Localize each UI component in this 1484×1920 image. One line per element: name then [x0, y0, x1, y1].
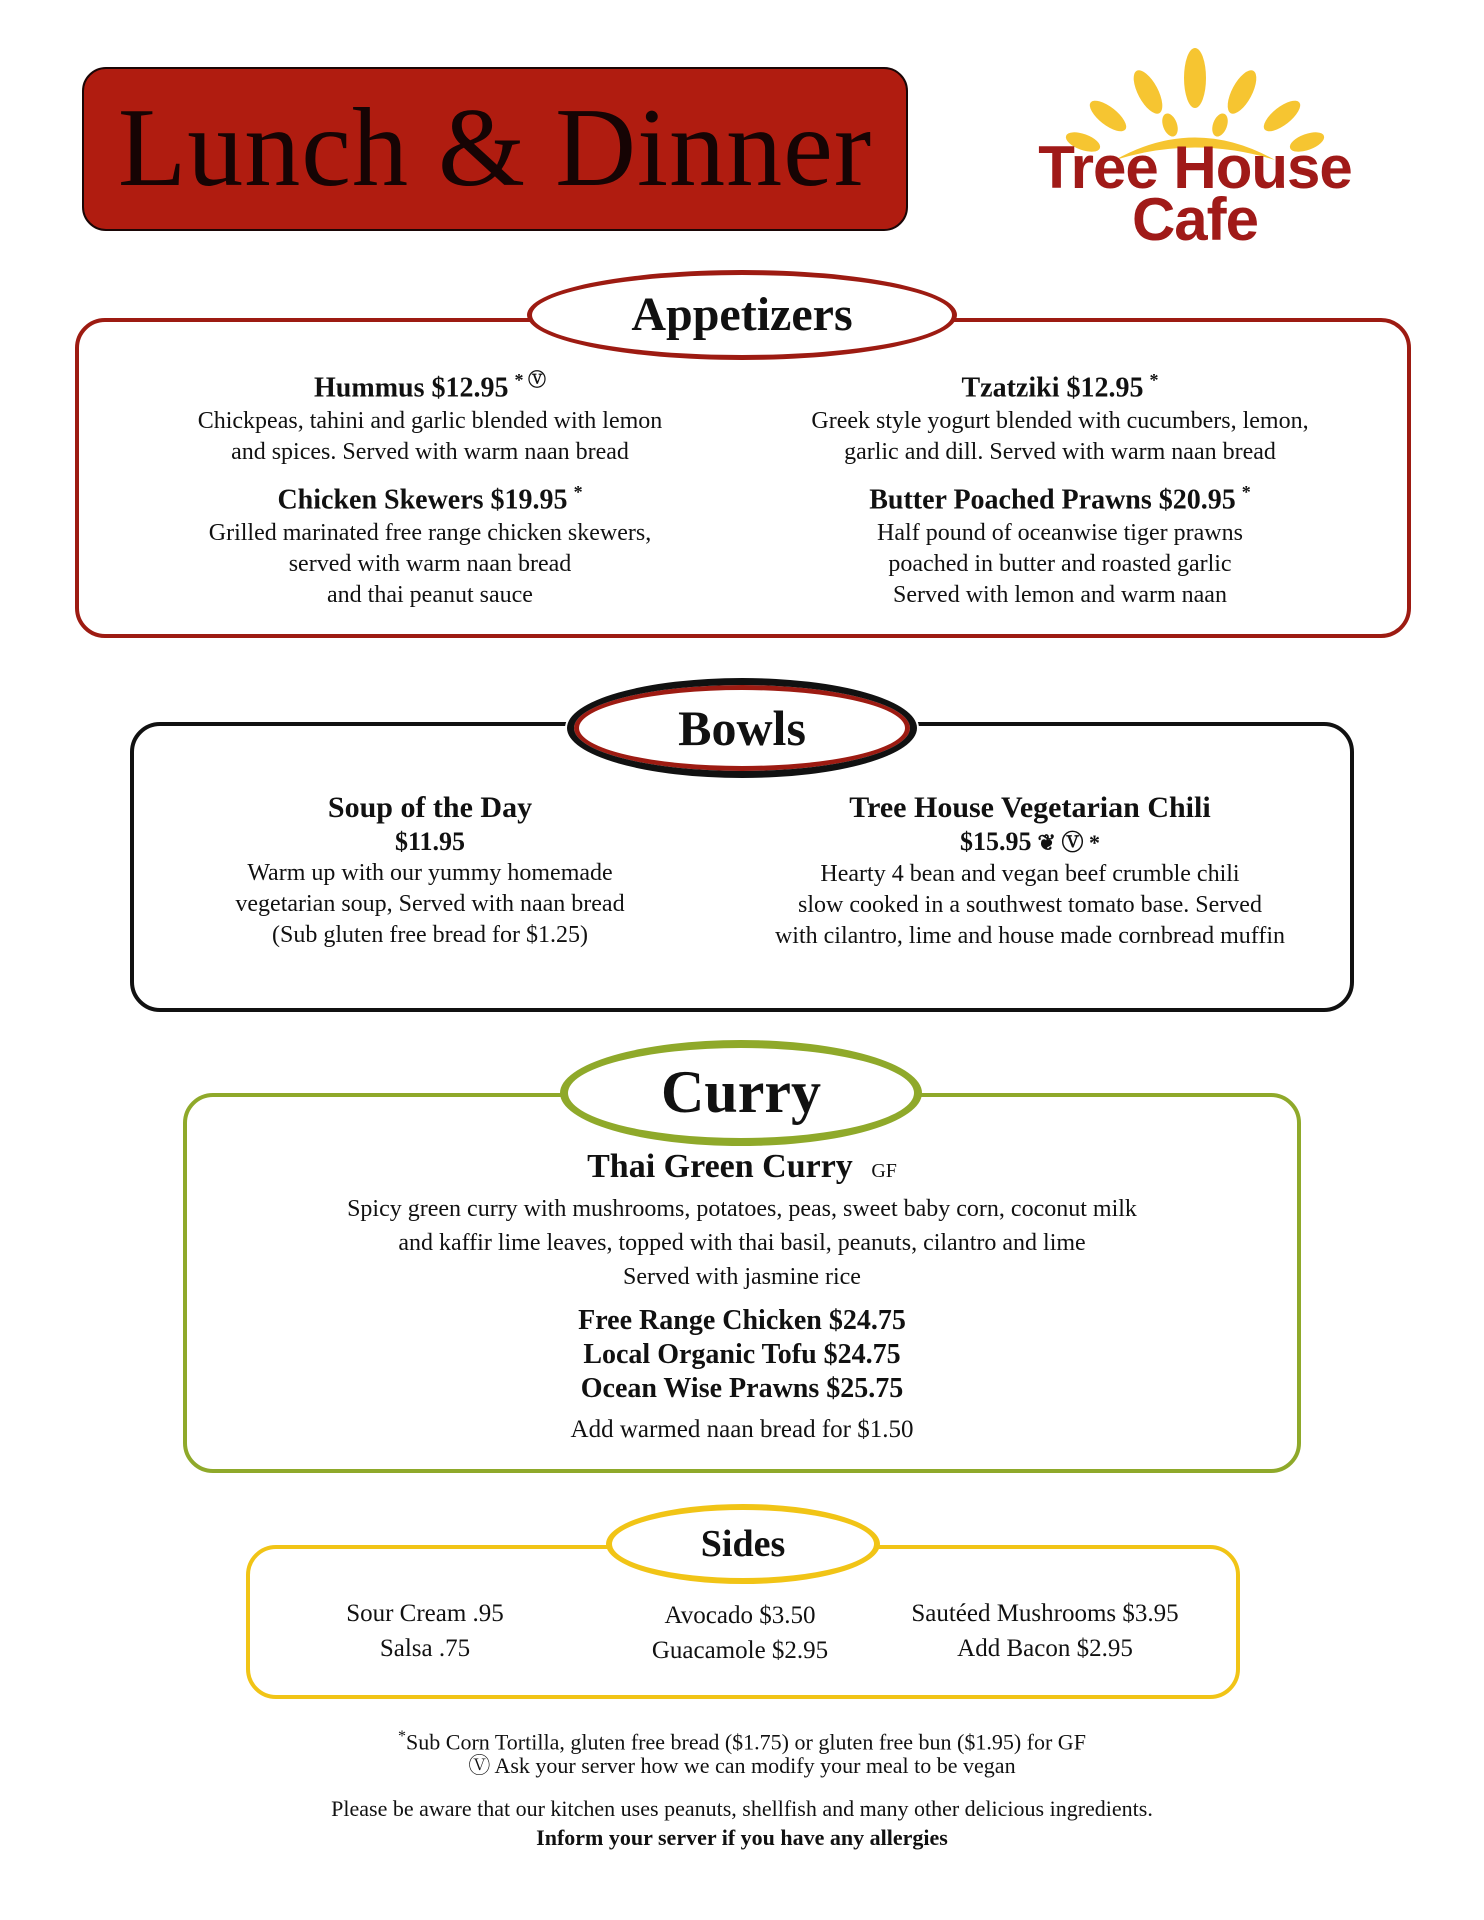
gluten-free-note-text: Sub Corn Tortilla, gluten free bread ($1.75) or gluten free bun ($1.95) for GF — [406, 1729, 1086, 1755]
appetizers-heading — [527, 270, 957, 360]
item-description-line: (Sub gluten free bread for $1.25) — [272, 922, 588, 948]
sides-heading — [606, 1504, 880, 1584]
curry-option: Free Range Chicken $24.75 — [578, 1305, 906, 1336]
menu-item-hummus — [150, 362, 710, 468]
curry-heading-label: Curry — [661, 1059, 821, 1125]
item-description-line: Hearty 4 bean and vegan beef crumble chili — [820, 861, 1240, 887]
curry-option: Local Organic Tofu $24.75 — [583, 1339, 901, 1370]
menu-item-soup-of-the-day — [170, 790, 690, 951]
item-name: Thai Green Curry — [587, 1148, 853, 1185]
allergy-notice: Inform your server if you have any allergies — [536, 1825, 948, 1850]
item-name: Hummus $12.95 — [314, 372, 509, 404]
page-title: Lunch & Dinner — [117, 86, 873, 210]
diet-marks: * — [1149, 370, 1159, 390]
item-name: Tree House Vegetarian Chili — [849, 791, 1211, 824]
item-description-line: Warm up with our yummy homemade — [247, 860, 613, 886]
item-description-line: served with warm naan bread — [288, 551, 572, 578]
side-item: Sautéed Mushrooms $3.95 — [911, 1600, 1179, 1627]
vegan-note-text: Ask your server how we can modify your meal to be vegan — [494, 1753, 1016, 1778]
logo-text-line2: Cafe — [1131, 186, 1259, 253]
side-item: Guacamole $2.95 — [651, 1637, 829, 1664]
diet-marks: * — [1241, 482, 1251, 502]
diet-marks: * Ⓥ — [514, 370, 546, 390]
bowls-heading-label: Bowls — [678, 700, 806, 756]
curry-addon: Add warmed naan bread for $1.50 — [570, 1416, 914, 1443]
sides-column-2 — [600, 1598, 880, 1668]
item-price: $15.95 — [960, 827, 1032, 856]
item-description-line: Chickpeas, tahini and garlic blended with lemon — [197, 408, 663, 435]
item-description-line: vegetarian soup, Served with naan bread — [235, 891, 625, 917]
side-item: Avocado $3.50 — [664, 1602, 816, 1629]
sides-column-1 — [290, 1596, 560, 1666]
item-description-line: and thai peanut sauce — [327, 582, 533, 609]
item-name: Tzatziki $12.95 — [961, 372, 1144, 404]
item-price: $11.95 — [394, 827, 466, 856]
vegan-note — [0, 1751, 1484, 1780]
logo-text-line1: Tree House — [1038, 134, 1352, 201]
item-name: Soup of the Day — [327, 791, 533, 824]
gluten-free-tag: GF — [871, 1160, 897, 1182]
curry-option: Ocean Wise Prawns $25.75 — [580, 1373, 904, 1404]
cafe-logo — [1020, 40, 1370, 253]
side-item: Sour Cream .95 — [346, 1600, 504, 1627]
item-description-line: with cilantro, lime and house made cornbread muffin — [774, 923, 1286, 949]
allergen-warning: Please be aware that our kitchen uses peanuts, shellfish and many other delicious ingredients. — [331, 1796, 1153, 1821]
menu-item-tzatziki — [760, 362, 1360, 468]
item-description-line: Served with jasmine rice — [623, 1264, 861, 1290]
item-description-line: Grilled marinated free range chicken skewers, — [208, 520, 652, 547]
vegan-icon: Ⓥ — [468, 1753, 491, 1778]
item-name: Chicken Skewers $19.95 — [277, 484, 568, 516]
item-description-line: Half pound of oceanwise tiger prawns — [877, 520, 1243, 547]
bowls-heading — [567, 678, 917, 778]
asterisk-mark: * — [398, 1728, 407, 1745]
appetizers-heading-label: Appetizers — [631, 288, 853, 341]
diet-marks: ❦ Ⓥ * — [1037, 830, 1100, 855]
diet-marks: * — [573, 482, 583, 502]
item-description-line: garlic and dill. Served with warm naan bread — [844, 439, 1276, 466]
item-description-line: Spicy green curry with mushrooms, potatoes, peas, sweet baby corn, coconut milk — [347, 1196, 1137, 1222]
menu-item-butter-poached-prawns — [760, 474, 1360, 611]
item-description-line: poached in butter and roasted garlic — [888, 551, 1232, 578]
side-item: Salsa .75 — [379, 1635, 471, 1662]
item-description-line: slow cooked in a southwest tomato base. Served — [798, 892, 1262, 918]
menu-item-chicken-skewers — [150, 474, 710, 611]
side-item: Add Bacon $2.95 — [957, 1635, 1133, 1662]
item-description-line: Greek style yogurt blended with cucumbers, lemon, — [811, 408, 1309, 435]
item-description-line: and kaffir lime leaves, topped with thai basil, peanuts, cilantro and lime — [398, 1230, 1086, 1256]
title-banner — [82, 67, 908, 231]
menu-item-thai-green-curry — [200, 1146, 1284, 1445]
item-description-line: and spices. Served with warm naan bread — [231, 439, 629, 466]
item-description-line: Served with lemon and warm naan — [893, 582, 1227, 609]
menu-item-vegetarian-chili — [720, 790, 1340, 952]
sides-heading-label: Sides — [700, 1523, 786, 1565]
curry-heading — [560, 1040, 922, 1146]
item-name: Butter Poached Prawns $20.95 — [869, 484, 1236, 516]
sides-column-3 — [880, 1596, 1210, 1666]
